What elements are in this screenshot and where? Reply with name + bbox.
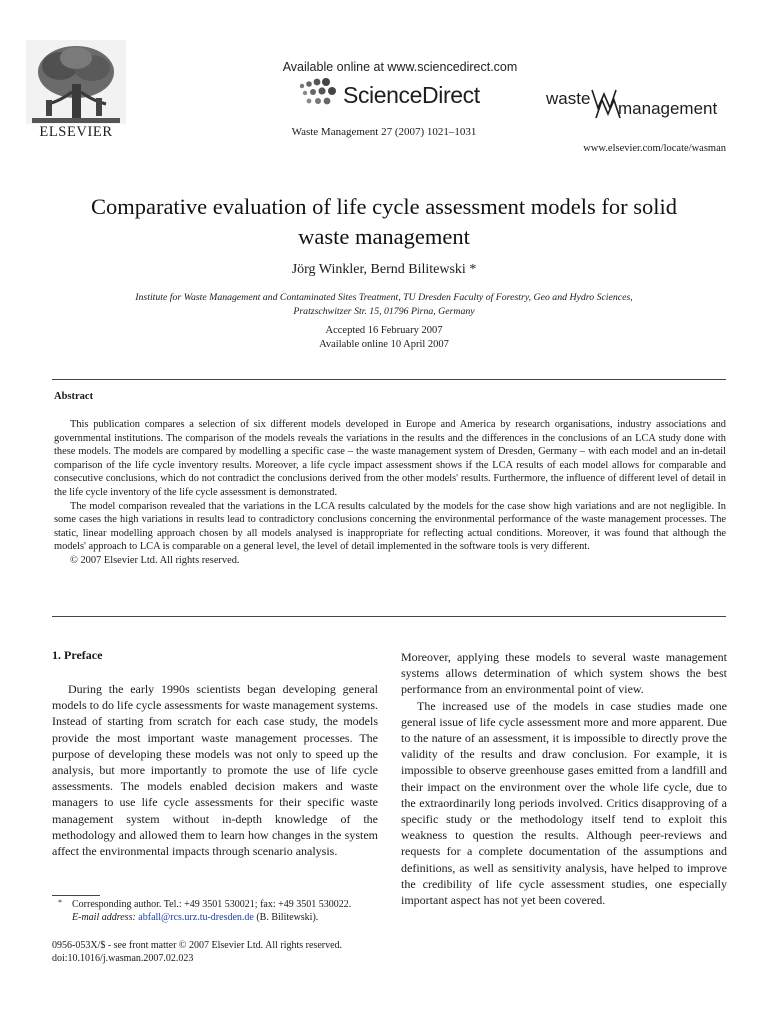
abstract-copyright: © 2007 Elsevier Ltd. All rights reserved. — [70, 554, 240, 566]
body-paragraph-left: During the early 1990s scientists began developing general models to do life cycle assessments for waste management systems. Instead of starting from scratch for each case study, the models provide the most important waste management processes. The purpose of developing these models was not only to speed up the analysis, but more importantly to promote the use of life cycle assessments. The models enabled decision makers and waste managers to use life cycle assessments for their specific waste management system without in-depth knowledge of the methodology and allowed them to learn how changes in the system affect the environmental impacts through scenario analysis. — [52, 682, 378, 859]
abstract-body — [54, 418, 726, 568]
body-right-column — [401, 649, 727, 908]
body-left-column — [52, 681, 378, 859]
waste-management-journal-logo — [546, 84, 736, 124]
footnote-rule — [52, 895, 100, 896]
article-title-line-2: waste management — [298, 224, 470, 249]
email-label: E-mail address: — [72, 911, 136, 923]
author-affiliation — [60, 291, 708, 318]
abstract-paragraph-2: The model comparison revealed that the variations in the LCA results calculated by the models for the case show high variations and are not negligible. In some cases the high variations in results lead to contradictory conclusions concerning the environmental performance of the waste management processes. The static, linear modelling approach chosen by all models analysed is inappropriate for reflecting actual conditions. Moreover, it was found that although the models' approach to LCA is comparable on a general level, the level of detail implemented in the software tools is very different. — [54, 500, 726, 553]
available-online-date: Available online 10 April 2007 — [319, 338, 449, 350]
article-title-line-1: Comparative evaluation of life cycle assessment models for solid — [90, 194, 678, 219]
issn-line: 0956-053X/$ - see front matter © 2007 Elsevier Ltd. All rights reserved. — [52, 940, 343, 951]
footnote-marker: * — [58, 898, 62, 907]
abstract-paragraph-1: This publication compares a selection of six different models developed in Europe and America by research organisations, industry associations and governmental institutions. The comparison of the models reveals the variations in the results and the differences in the conclusions of an LCA study done with these models. The models are compared by modelling a specific case – the waste management system of Dresden, Germany – with each model and an in-detail comparison of the life cycle inventory results. Moreover, a life cycle impact assessment shows if the LCA results of each model allows for comparable and consecutive conclusions, which do not contradict the conclusions derived from the other models' results. Furthermore, the influence of different level of detail in the life cycle inventory of the life cycle assessment is demonstrated. — [54, 419, 726, 498]
footnote-email-line — [72, 912, 382, 925]
abstract-top-rule — [52, 379, 726, 380]
body-paragraph-right-2: The increased use of the models in case studies made one general issue of life cycle assessment more and more apparent. Due to the nature of an assessment, it is impossible to directly prove the validity of the results and draw conclusion. For example, it is impossible to observe greenhouse gases emitted from a landfill and their impact on the environment over the whole life cycle, due to the extraordinarily long periods involved. Critics disapproving of a specific study or the methodology itself tend to exploit this weakness to question the results. Although peer-reviews and requests for a complete documentation of the assumptions and definitions, as well as sensitivity analysis, have helped to improve the credibility of life cycle assessment studies, one especially important aspect has not yet been covered. — [401, 698, 727, 908]
affiliation-line-1: Institute for Waste Management and Contaminated Sites Treatment, TU Dresden Faculty of Forestry, Geo and Hydro Sciences, — [135, 292, 633, 303]
abstract-bottom-rule — [52, 616, 726, 617]
accepted-date: Accepted 16 February 2007 — [325, 325, 443, 336]
journal-url-link[interactable]: www.elsevier.com/locate/wasman — [583, 143, 726, 154]
article-dates — [60, 324, 708, 351]
front-matter — [52, 940, 412, 965]
article-authors: Jörg Winkler, Bernd Bilitewski * — [291, 262, 477, 277]
available-online-banner: Available online at www.sciencedirect.com — [282, 60, 518, 74]
affiliation-line-2: Pratzschwitzer Str. 15, 01796 Pirna, Germany — [293, 305, 475, 317]
article-title — [60, 192, 708, 252]
sciencedirect-wordmark: ScienceDirect — [343, 82, 480, 108]
abstract-heading: Abstract — [54, 391, 94, 402]
email-suffix: (B. Bilitewski). — [256, 911, 319, 923]
doi-line[interactable]: doi:10.1016/j.wasman.2007.02.023 — [52, 952, 194, 964]
corresponding-author-footnote — [52, 899, 382, 924]
email-link[interactable]: abfall@rcs.urz.tu-dresden.de — [138, 911, 254, 923]
body-paragraph-right-1: Moreover, applying these models to several waste management systems allows determination of which system shows the best performance from an environmental point of view. — [401, 650, 727, 697]
section-heading-preface: 1. Preface — [52, 648, 103, 662]
journal-logo-word-management: management — [618, 99, 718, 118]
footnote-contact: Corresponding author. Tel.: +49 3501 530021; fax: +49 3501 530022. — [72, 899, 352, 910]
journal-logo-word-waste: waste — [546, 89, 591, 108]
journal-citation: Waste Management 27 (2007) 1021–1031 — [291, 126, 477, 138]
publisher-name: ELSEVIER — [39, 124, 113, 140]
